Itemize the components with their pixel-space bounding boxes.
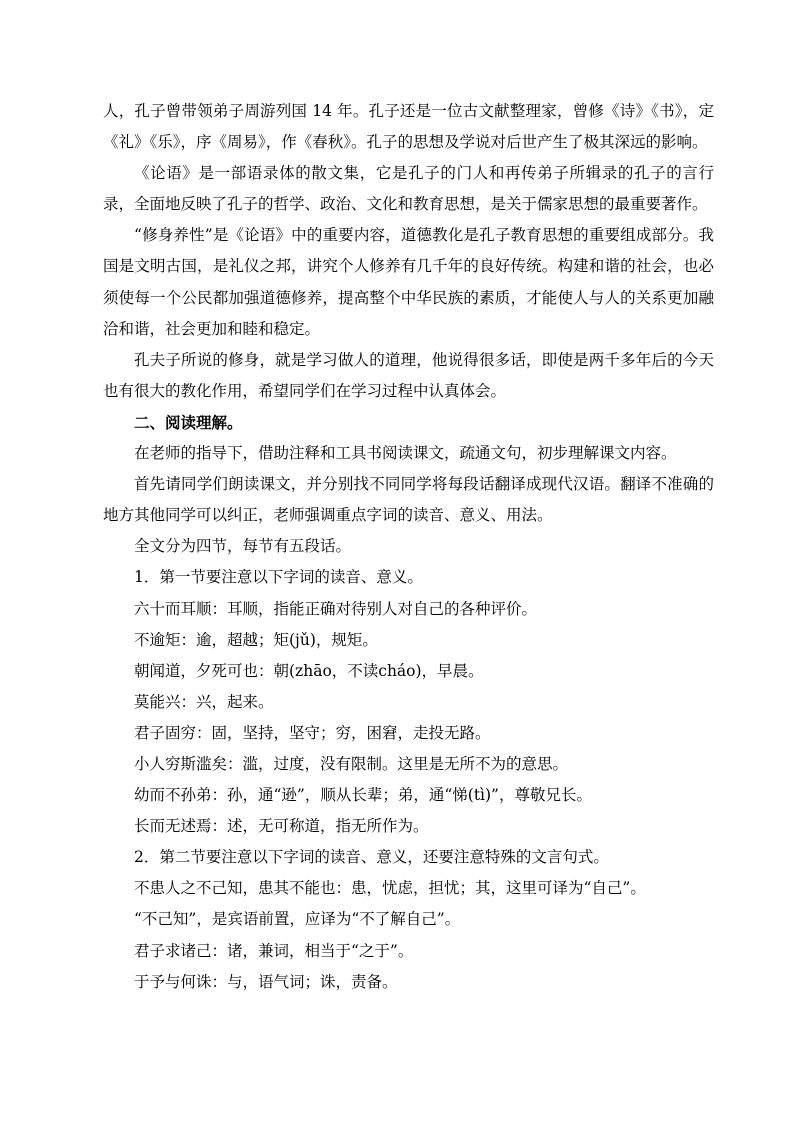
- paragraph-translation-activity: 首先请同学们朗读课文，并分别找不同同学将每段话翻译成现代汉语。翻译不准确的地方其他同学可以纠正，老师强调重点字词的读音、意义、用法。: [103, 475, 714, 525]
- note-item: 于予与何诛：与，语气词；诛，责备。: [134, 972, 398, 991]
- list-heading-section-2: 2．第二节要注意以下字词的读音、意义，还要注意特殊的文言句式。: [134, 848, 609, 867]
- note-item: 君子固穷：固，坚持，坚守；穷，困窘，走投无路。: [134, 723, 491, 742]
- note-item: 长而无述焉：述，无可称道，指无所作为。: [134, 817, 429, 836]
- paragraph-learning-purpose: 孔夫子所说的修身，就是学习做人的道理，他说得很多话，即使是两千多年后的今天也有很大的教化作用，希望同学们在学习过程中认真体会。: [103, 350, 714, 400]
- list-heading-section-1: 1．第一节要注意以下字词的读音、意义。: [134, 568, 423, 587]
- paragraph-reading-guidance: 在老师的指导下，借助注释和工具书阅读课文，疏通文句，初步理解课文内容。: [134, 444, 677, 463]
- note-item: 君子求诸己：诸，兼词，相当于“之于”。: [134, 941, 414, 960]
- note-item: 不患人之不己知，患其不能也：患，忧虑，担忧；其，这里可译为“自己”。: [134, 879, 646, 898]
- note-item: 莫能兴：兴，起来。: [134, 692, 274, 711]
- note-item: 小人穷斯滥矣：滥，过度，没有限制。这里是无所不为的意思。: [134, 754, 569, 773]
- note-item: 不逾矩：逾，超越；矩(jǔ)，规矩。: [134, 630, 378, 649]
- note-item: 六十而耳顺：耳顺，指能正确对待别人对自己的各种评价。: [134, 599, 538, 618]
- paragraph-self-cultivation: “修身养性”是《论语》中的重要内容，道德教化是孔子教育思想的重要组成部分。我国是文明古国，是礼仪之邦，讲究个人修养有几千年的良好传统。构建和谐的社会，也必须使每一个公民都加强道德修养，提高整个中华民族的素质，才能使人与人的关系更加融洽和谐，社会更加和睦和稳定。: [103, 226, 714, 338]
- document-body: [103, 96, 714, 998]
- paragraph-analects-intro: 《论语》是一部语录体的散文集，它是孔子的门人和再传弟子所辑录的孔子的言行录，全面地反映了孔子的哲学、政治、文化和教育思想，是关于儒家思想的最重要著作。: [103, 164, 714, 214]
- note-item: “不己知”，是宾语前置，应译为“不了解自己”。: [134, 910, 461, 929]
- section-heading-reading: 二、阅读理解。: [134, 412, 243, 432]
- note-item: 朝闻道，夕死可也：朝(zhāo，不读cháo)，早晨。: [134, 661, 484, 680]
- paragraph-confucius-intro-end: 人，孔子曾带领弟子周游列国 14 年。孔子还是一位古文献整理家，曾修《诗》《书》，定《礼》《乐》，序《周易》，作《春秋》。孔子的思想及学说对后世产生了极其深远的影响。: [103, 102, 714, 152]
- note-item: 幼而不孙弟：孙，通“逊”，顺从长辈；弟，通“悌(tì)”，尊敬兄长。: [134, 786, 592, 805]
- paragraph-text-structure: 全文分为四节，每节有五段话。: [134, 537, 352, 556]
